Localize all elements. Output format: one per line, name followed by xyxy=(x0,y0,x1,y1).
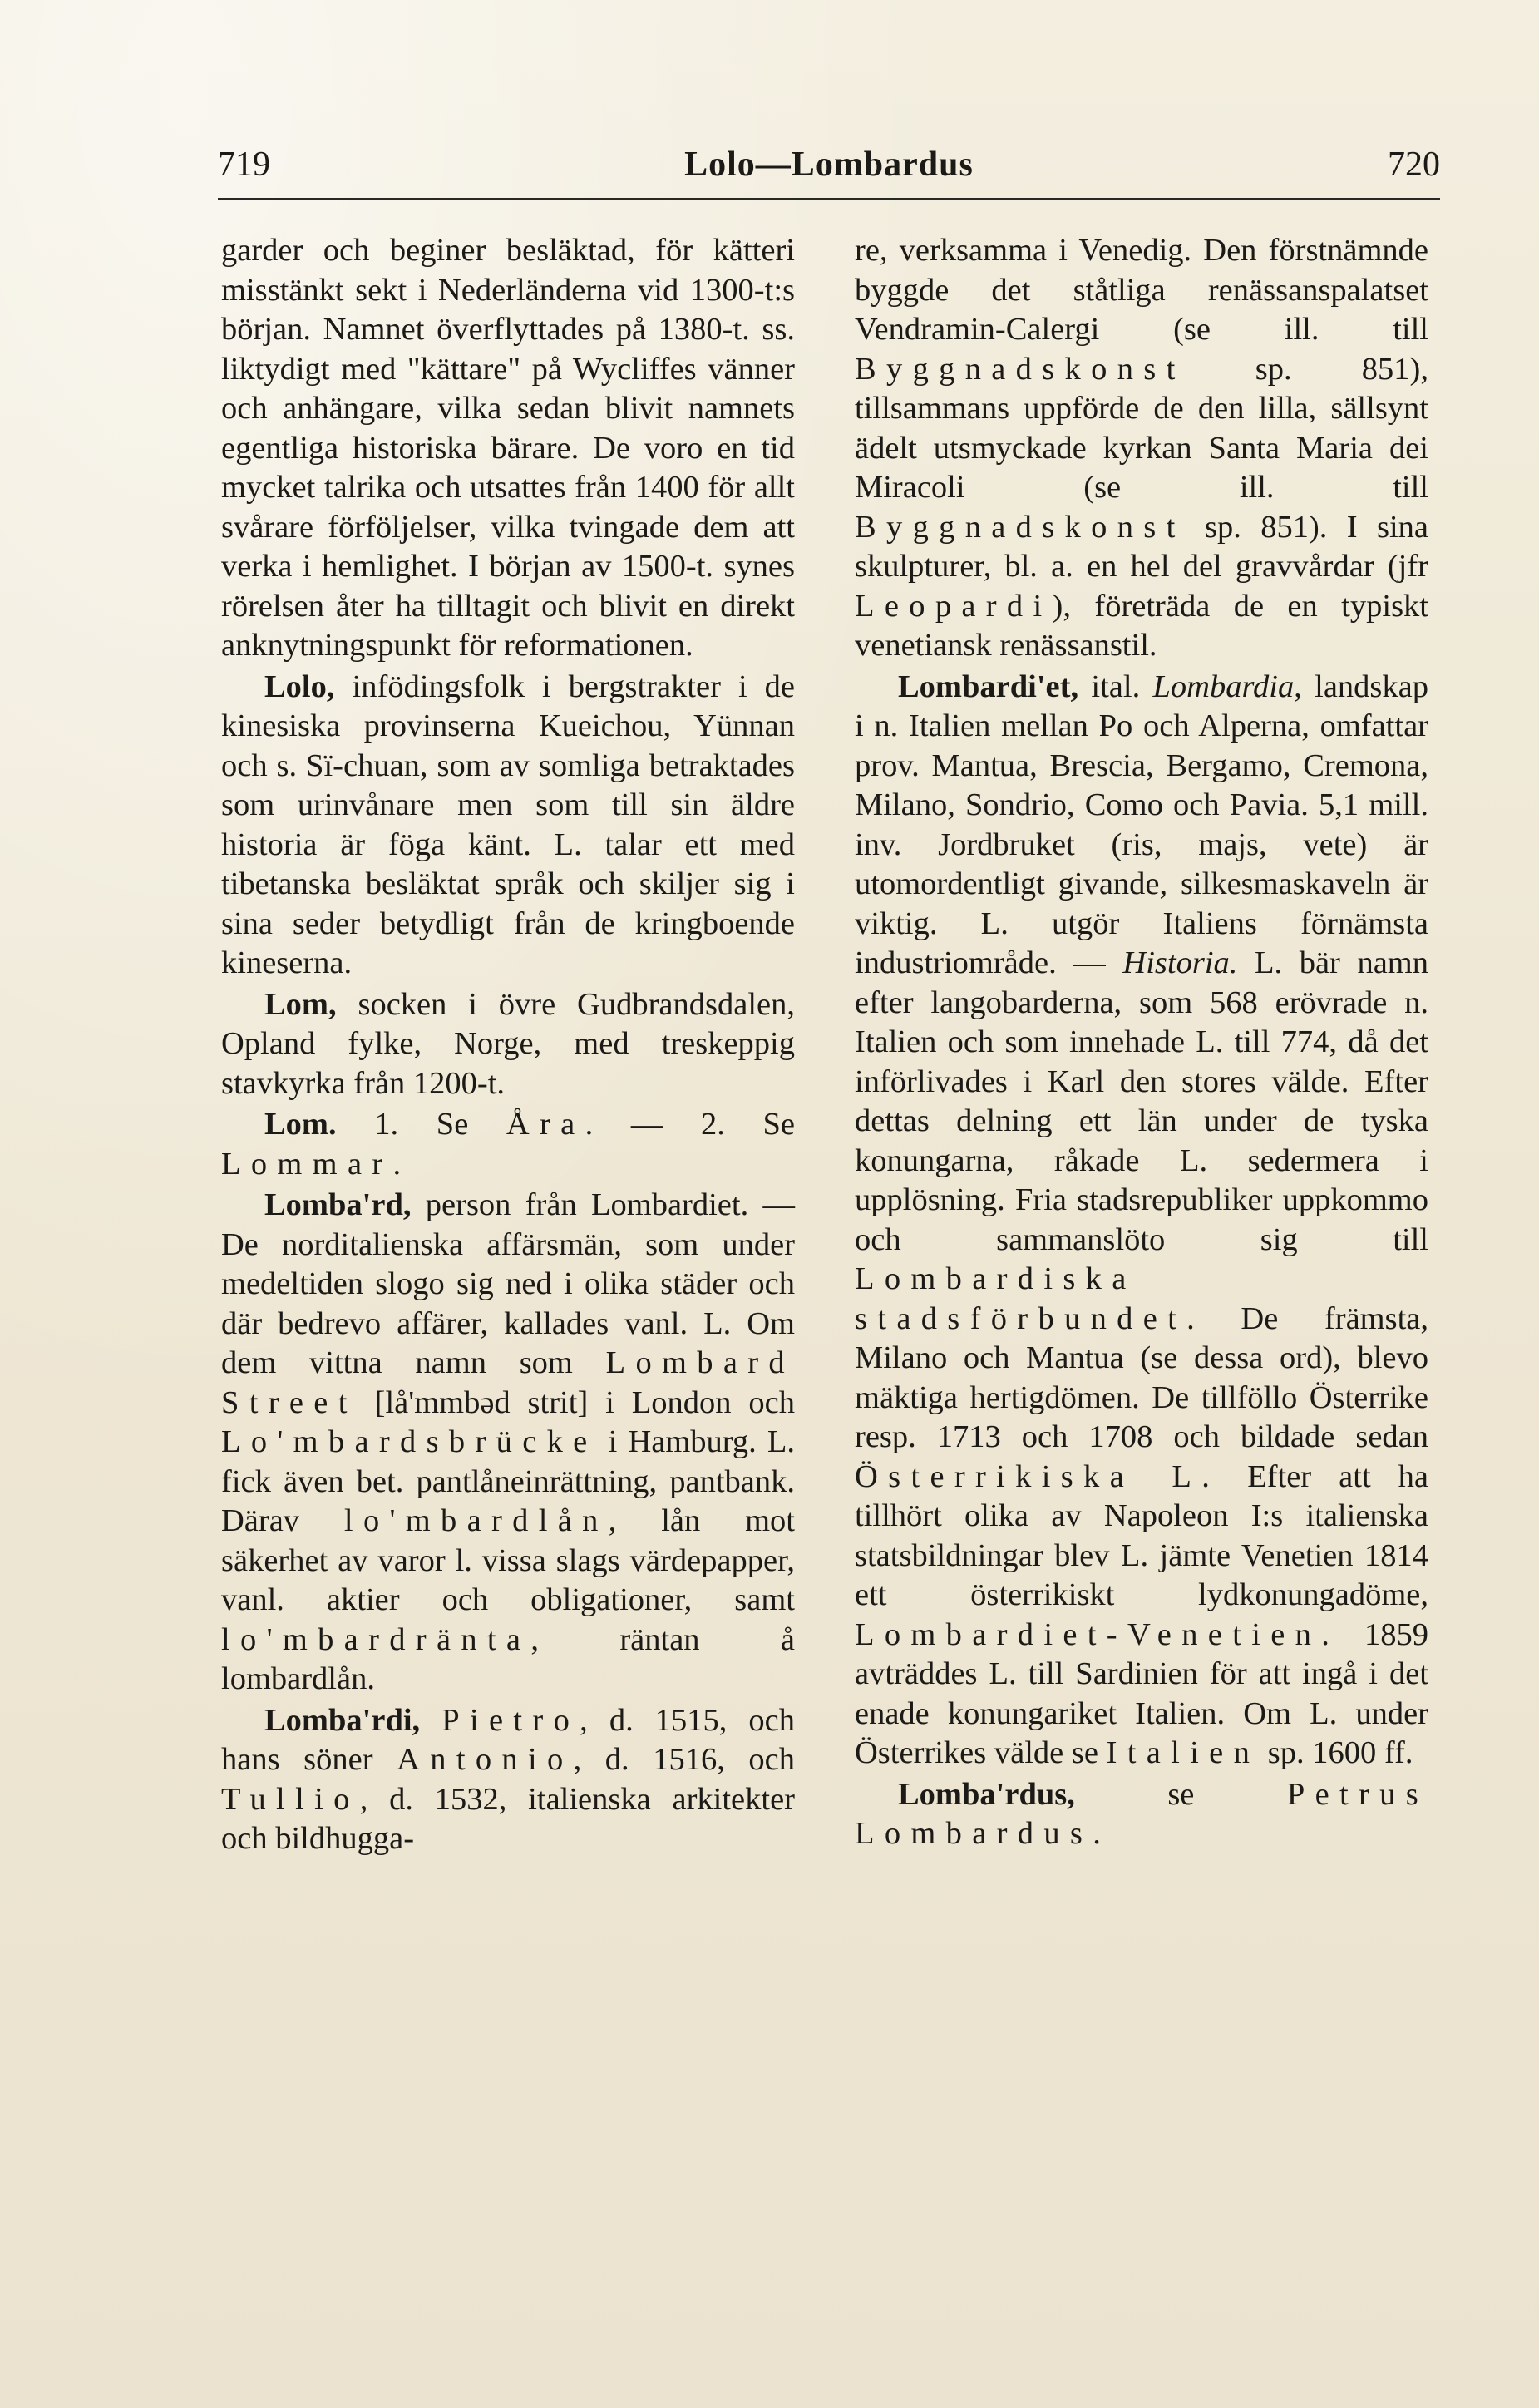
headword: Lolo, xyxy=(264,669,335,704)
cross-reference: Österrikiska L. xyxy=(855,1458,1221,1494)
headword: Lomba'rd, xyxy=(264,1187,412,1222)
cross-reference: Tullio xyxy=(221,1781,360,1817)
headword: Lom. xyxy=(264,1107,337,1142)
left-column xyxy=(221,231,795,1861)
running-head-title: Lolo—Lombardus xyxy=(684,146,974,184)
cross-reference: Pietro xyxy=(441,1702,580,1738)
cross-reference: Antonio xyxy=(397,1742,574,1777)
page-number-right: 720 xyxy=(1388,146,1440,184)
page-header xyxy=(218,140,1440,198)
italic-term: Lombardia xyxy=(1152,669,1295,704)
cross-reference: Lombardiet-Venetien xyxy=(855,1616,1322,1652)
cross-reference: Byggnadskonst xyxy=(855,509,1186,545)
cross-reference: Italien xyxy=(1106,1735,1260,1770)
cross-reference: Byggnadskonst xyxy=(855,351,1186,387)
cross-reference: lo'mbardlån xyxy=(343,1503,609,1538)
cross-reference: Petrus Lombardus xyxy=(855,1776,1429,1851)
cross-reference: Lo'mbardsbrücke xyxy=(221,1424,598,1459)
cross-reference: Leopardi xyxy=(855,588,1053,624)
headword: Lomba'rdus, xyxy=(898,1776,1075,1812)
section-label: Historia. xyxy=(1122,945,1238,980)
entry-lom xyxy=(221,985,795,1104)
cross-reference: Lommar xyxy=(221,1146,393,1182)
entry-text: socken i övre Gudbrandsdalen, Opland fylke, Norge, med treskeppig stavkyrka från 1200-t. xyxy=(221,986,795,1101)
entry-lolo xyxy=(221,668,795,984)
cross-reference: Lombardiska stadsförbundet xyxy=(855,1261,1187,1336)
entry-text: infödingsfolk i bergstrakter i de kinesiska provinserna Kueichou, Yünnan och s. Sï-chuan, som av somliga betraktades som urinvånare men som till sin äldre historia är föga känt. L. talar ett med tibetanska besläktat språk och skiljer sig i sina seder betydligt från de kringboende kineserna. xyxy=(221,669,795,980)
entry-lom-2: Lom. 1. Se Åra. — 2. Se Lommar. xyxy=(221,1107,796,1182)
continued-entry-text: re, verksamma i Venedig. Den förstnämnde byggde det ståtliga renässanspalatset Vendramin-Calergi (se ill. till Byggnadskonst sp. 851), tillsammans uppförde de den lilla, sällsynt ädelt utsmyckade kyrkan Santa Maria dei Miracoli (se ill. till Byggnadskonst sp. 851). I sina skulpturer, bl. a. en hel del gravvårdar (jfr Leopardi), företräda de en typiskt venetiansk renässanstil. xyxy=(855,233,1428,663)
right-column xyxy=(855,231,1428,1856)
entry-lombardus: Lomba'rdus, se Petrus Lombardus. xyxy=(855,1776,1429,1851)
continued-entry-text: garder och beginer besläktad, för kätteri misstänkt sekt i Nederländerna vid 1300-t:s början. Namnet överflyttades på 1380-t. ss. liktydigt med "kättare" på Wycliffes vänner och anhängare, vilka sedan blivit namnets egentliga historiska bärare. De voro en tid mycket talrika och utsattes från 1400 för allt svårare förföljelser, vilka tvingade dem att verka i hemlighet. I början av 1500-t. synes rörelsen åter ha tilltagit och blivit en direkt anknytningspunkt för reformationen. xyxy=(221,233,795,663)
headword: Lomba'rdi, xyxy=(264,1702,421,1738)
entry-lombard: Lomba'rd, person från Lombardiet. — De norditalienska affärsmän, som under medeltiden slogo sig ned i olika städer och där bedrevo affärer, kallades vanl. L. Om dem vittna namn som Lombard Street [lå'mmbəd strit] i London och Lo'mbardsbrücke i Hamburg. L. fick även bet. pantlåneinrättning, pantbank. Därav lo'mbardlån, lån mot säkerhet av varor l. vissa slags värdepapper, vanl. aktier och obligationer, samt lo'mbardränta, räntan å lombardlån. xyxy=(221,1187,796,1696)
cross-reference: Åra xyxy=(506,1107,585,1142)
cross-reference: lo'mbardränta xyxy=(221,1621,531,1657)
headword: Lom, xyxy=(264,986,337,1022)
page-number-left: 719 xyxy=(218,146,270,184)
cross-reference: Lombard Street xyxy=(221,1345,795,1420)
entry-lombardiet: Lombardi'et, ital. Lombardia, landskap i n. Italien mellan Po och Alperna, omfattar prov. Mantua, Brescia, Bergamo, Cremona, Milano, Sondrio, Como och Pavia. 5,1 mill. inv. Jordbruket (ris, majs, vete) är utomordentligt givande, silkesmaskaveln är viktig. L. utgör Italiens förnämsta industriområde. — Historia. L. bär namn efter langobarderna, som 568 erövrade n. Italien och som innehade L. till 774, då det införlivades i Karl den stores välde. Efter dettas delning ett län under de tyska konungarna, råkade L. sedermera i upplösning. Fria stadsrepubliker uppkommo och sammanslöto sig till Lombardiska stadsförbundet. De främsta, Milano och Mantua (se dessa ord), blevo mäktiga hertigdömen. De tillföllo Österrike resp. 1713 och 1708 och bildade sedan Österrikiska L. Efter att ha tillhört olika av Napoleon I:s italienska statsbildningar blev L. jämte Venetien 1814 ett österrikiskt lydkonungadöme, Lombardiet-Venetien. 1859 avträddes L. till Sardinien för att ingå i det enade konungariket Italien. Om L. under Österrikes välde se Italien sp. 1600 ff. xyxy=(855,669,1429,1770)
headword: Lombardi'et, xyxy=(898,669,1079,704)
entry-lombardi: Lomba'rdi, Pietro, d. 1515, och hans söner Antonio, d. 1516, och Tullio, d. 1532, italienska arkitekter och bildhugga- xyxy=(221,1702,796,1856)
header-rule xyxy=(218,198,1440,200)
